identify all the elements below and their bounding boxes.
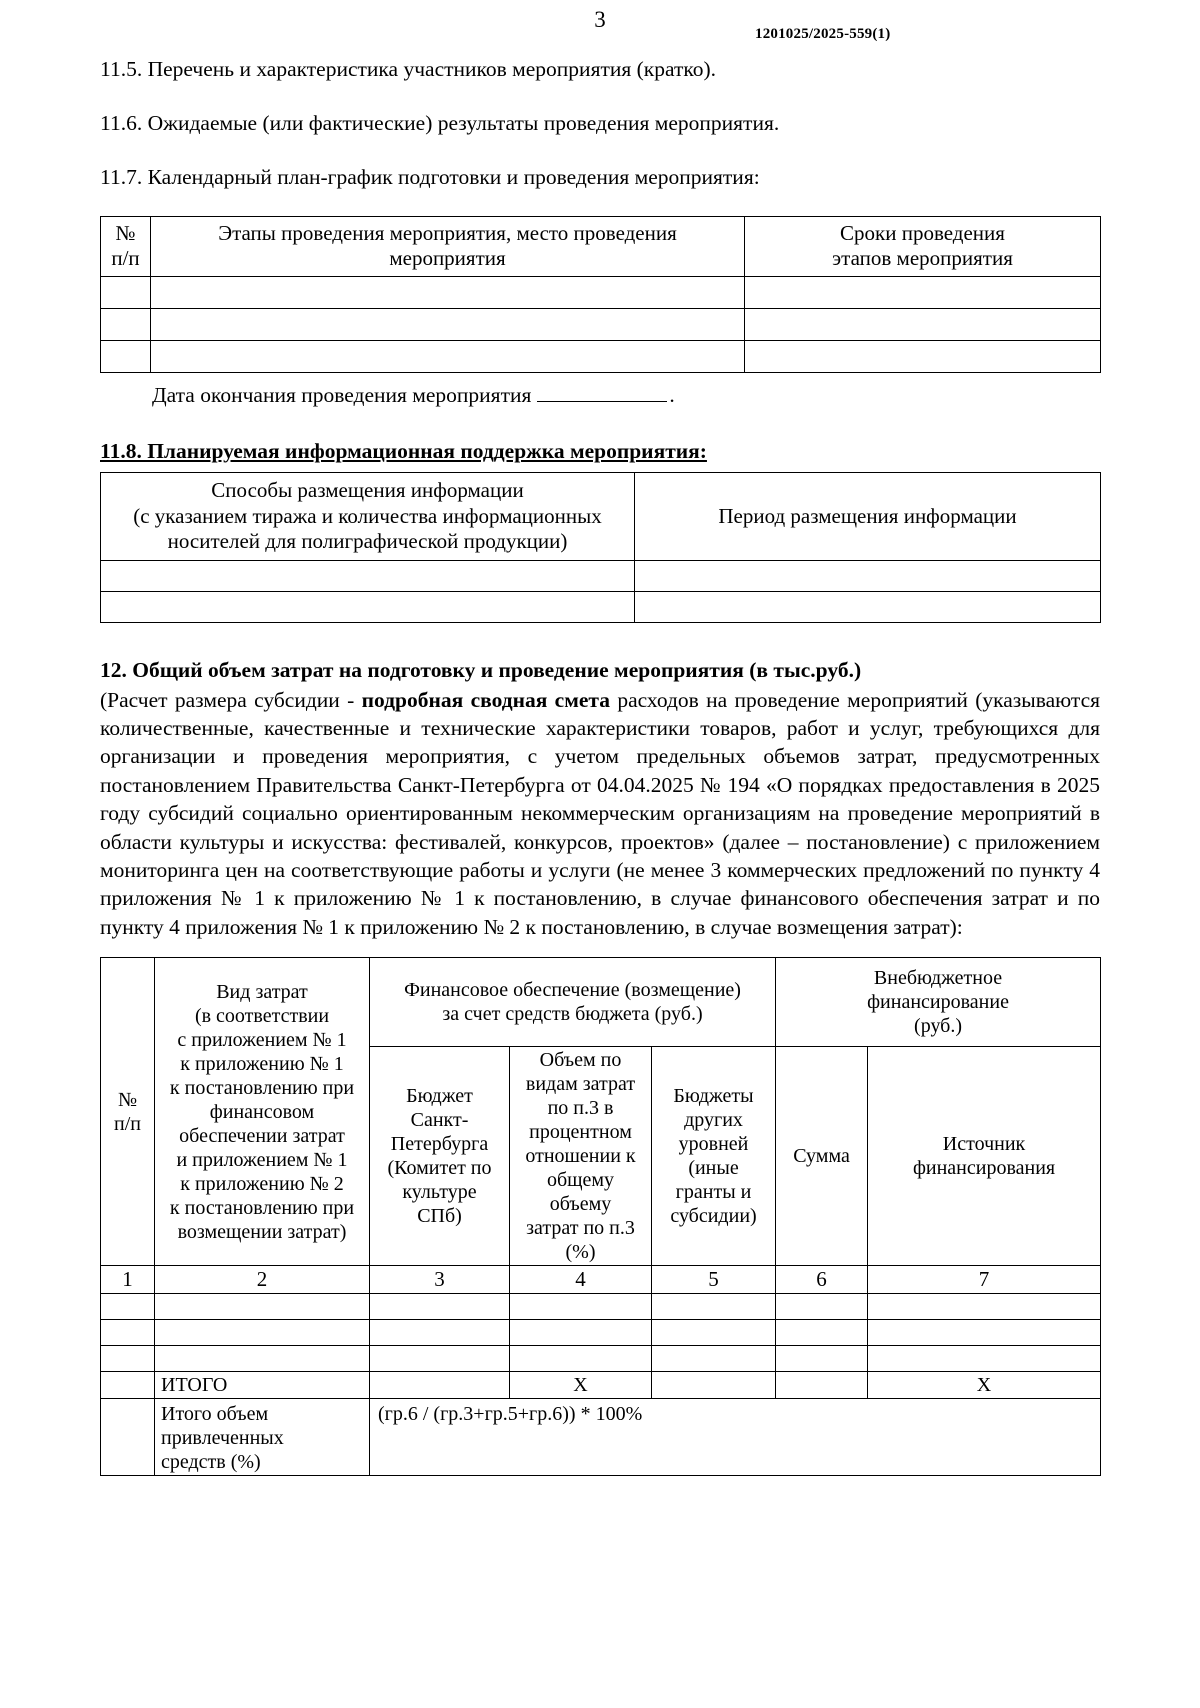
group-header-extrabudget-line1: Внебюджетное [873, 967, 1003, 990]
table-header-row [101, 216, 1101, 276]
col-header-expense-type-line: возмещении затрат) [177, 1220, 347, 1243]
cell-expense-type[interactable] [155, 1320, 370, 1346]
cell-percent-volume[interactable] [510, 1294, 652, 1320]
page-header [0, 0, 1200, 56]
cell-placement-period[interactable] [635, 591, 1101, 622]
col-header-other-budgets-line: гранты и [675, 1181, 752, 1204]
col-index-1: 1 [101, 1266, 155, 1294]
cell-stage[interactable] [151, 309, 745, 341]
col-header-expense-type-line: к приложению № 1 [180, 1052, 344, 1075]
cell-sum[interactable] [776, 1294, 868, 1320]
col-header-number [101, 958, 155, 1266]
col-header-spb-budget-line: Петербурга [390, 1133, 489, 1156]
col-header-other-budgets-line: уровней [678, 1133, 749, 1156]
cell-number [101, 1372, 155, 1399]
cell-financing-source[interactable] [868, 1294, 1101, 1320]
col-index-5: 5 [652, 1266, 776, 1294]
cell-number[interactable] [101, 1294, 155, 1320]
cell-attracted-funds-formula: (гр.6 / (гр.3+гр.5+гр.6)) * 100% [370, 1399, 1101, 1476]
group-header-extrabudget-line3: (руб.) [914, 1015, 963, 1038]
table-row[interactable] [101, 309, 1101, 341]
col-header-spb-budget-line: (Комитет по [387, 1157, 492, 1180]
col-header-expense-type-line: финансовом [209, 1100, 315, 1123]
cell-spb-budget[interactable] [370, 1294, 510, 1320]
cell-percent-volume[interactable] [510, 1346, 652, 1372]
cell-expense-type[interactable] [155, 1346, 370, 1372]
cell-term[interactable] [745, 341, 1101, 373]
col-header-percent-volume-line: затрат по п.3 [526, 1217, 635, 1240]
document-body [0, 56, 1200, 1476]
section-11-8: 11.8. Планируемая информационная поддержка мероприятия: [100, 439, 707, 464]
cell-stage[interactable] [151, 341, 745, 373]
table-row[interactable] [101, 1294, 1101, 1320]
col-header-terms [745, 216, 1101, 276]
col-header-spb-budget-line: СПб) [417, 1205, 462, 1228]
cell-number[interactable] [101, 1346, 155, 1372]
col-header-other-budgets-line: других [684, 1109, 743, 1132]
cell-total-percent-x: X [510, 1372, 652, 1399]
col-header-sum: Сумма [776, 1047, 868, 1266]
table-numbering-row [101, 1266, 1101, 1294]
col-header-placement-line1: Способы размещения информации [211, 477, 524, 502]
end-date-line [152, 383, 1100, 408]
cell-number[interactable] [101, 309, 151, 341]
col-header-number [101, 216, 151, 276]
col-index-6: 6 [776, 1266, 868, 1294]
cell-attracted-funds-line: средств (%) [161, 1451, 261, 1474]
col-header-spb-budget-line: Санкт- [410, 1109, 469, 1132]
table-header-row [101, 472, 1101, 560]
group-header-extrabudget-financing [776, 958, 1101, 1047]
col-header-spb-budget [370, 1047, 510, 1266]
paragraph-12-part-b: расходов на проведение мероприятий (указываются количественные, качественные и технические характеристики товаров, работ и услуг, требующихся для организации и проведения мероприятия, с учетом предельных объемов затрат, предусмотренных постановлением Правительства Санкт-Петербурга от 04.04.2025 № 194 «О порядках предоставления в 2025 году субсидий социально ориентированным некоммерческим организациям на проведение мероприятий в области культуры и искусства: фестивалей, конкурсов, проектов» (далее – постановление) с приложением мониторинга цен на соответствующие работы и услуги (не менее 3 коммерческих предложений по пункту 4 приложения № 1 к приложению № 1 к постановлению, в случае финансового обеспечения затрат и по пункту 4 приложения № 1 к приложению № 2 к постановлению, в случае возмещения затрат): [100, 687, 1100, 939]
cell-spb-budget[interactable] [370, 1346, 510, 1372]
col-header-placement-methods [101, 472, 635, 560]
cell-total-other-budgets[interactable] [652, 1372, 776, 1399]
col-header-expense-type-line: к постановлению при [169, 1196, 355, 1219]
col-header-expense-type-line: Вид затрат [216, 980, 308, 1003]
col-header-number-line1: № [117, 1088, 138, 1111]
cell-spb-budget[interactable] [370, 1320, 510, 1346]
col-header-stages-line2: мероприятия [389, 246, 506, 271]
col-header-expense-type-line: и приложением № 1 [176, 1148, 348, 1171]
cell-total-spb-budget[interactable] [370, 1372, 510, 1399]
section-11-6: 11.6. Ожидаемые (или фактические) результаты проведения мероприятия. [100, 110, 780, 135]
cell-stage[interactable] [151, 277, 745, 309]
col-header-percent-volume-line: по п.3 в [547, 1097, 614, 1120]
table-row[interactable] [101, 277, 1101, 309]
col-header-percent-volume-line: процентном [529, 1121, 632, 1144]
end-date-label: Дата окончания проведения мероприятия [152, 383, 532, 408]
col-header-financing-source-line: финансирования [912, 1157, 1056, 1180]
paragraph-12-bold-phrase: подробная сводная смета [361, 687, 610, 712]
col-header-percent-volume [510, 1047, 652, 1266]
group-header-budget-financing [370, 958, 776, 1047]
cell-sum[interactable] [776, 1346, 868, 1372]
group-header-budget-line2: за счет средств бюджета (руб.) [442, 1003, 703, 1026]
cell-attracted-funds-line: Итого объем [161, 1403, 269, 1426]
col-header-percent-volume-line: отношении к [525, 1145, 636, 1168]
cell-placement-method[interactable] [101, 591, 635, 622]
cell-total-label: ИТОГО [155, 1372, 370, 1399]
col-header-financing-source [868, 1047, 1101, 1266]
col-header-expense-type-line: к приложению № 2 [180, 1172, 344, 1195]
section-12-paragraph [100, 686, 1100, 941]
cost-breakdown-table [100, 957, 1101, 1476]
col-header-placement-period: Период размещения информации [635, 472, 1101, 560]
table-row[interactable] [101, 560, 1101, 591]
col-header-other-budgets-line: Бюджеты [673, 1085, 754, 1108]
col-header-number-line1: № [115, 220, 136, 245]
cell-number [101, 1399, 155, 1476]
cell-other-budgets[interactable] [652, 1320, 776, 1346]
section-11-7: 11.7. Календарный план-график подготовки и проведения мероприятия: [100, 164, 760, 189]
col-header-stages [151, 216, 745, 276]
col-header-expense-type-line: обеспечении затрат [179, 1124, 345, 1147]
cell-total-source-x: X [868, 1372, 1101, 1399]
col-header-stages-line1: Этапы проведения мероприятия, место проведения [218, 220, 677, 245]
cell-term[interactable] [745, 309, 1101, 341]
col-header-percent-volume-line: (%) [565, 1241, 596, 1264]
col-index-2: 2 [155, 1266, 370, 1294]
cell-expense-type[interactable] [155, 1294, 370, 1320]
section-12-title: 12. Общий объем затрат на подготовку и проведение мероприятия (в тыс.руб.) [100, 657, 862, 682]
cell-total-sum[interactable] [776, 1372, 868, 1399]
col-index-3: 3 [370, 1266, 510, 1294]
group-header-budget-line1: Финансовое обеспечение (возмещение) [404, 979, 741, 1002]
cell-percent-volume[interactable] [510, 1320, 652, 1346]
cell-placement-period[interactable] [635, 560, 1101, 591]
col-header-percent-volume-line: Объем по [539, 1049, 622, 1072]
table-row[interactable] [101, 1320, 1101, 1346]
col-index-4: 4 [510, 1266, 652, 1294]
col-header-financing-source-line: Источник [942, 1133, 1026, 1156]
end-date-period: . [669, 383, 675, 408]
col-header-expense-type-line: с приложением № 1 [177, 1028, 347, 1051]
col-header-expense-type-line: к постановлению при [169, 1076, 355, 1099]
cell-financing-source[interactable] [868, 1320, 1101, 1346]
col-header-spb-budget-line: культуре [402, 1181, 477, 1204]
document-id: 1201025/2025-559(1) [755, 26, 891, 42]
cell-number[interactable] [101, 1320, 155, 1346]
cell-other-budgets[interactable] [652, 1294, 776, 1320]
col-header-spb-budget-line: Бюджет [406, 1085, 473, 1108]
cell-number[interactable] [101, 277, 151, 309]
col-header-terms-line2: этапов мероприятия [832, 246, 1013, 271]
col-header-percent-volume-line: видам затрат [525, 1073, 636, 1096]
cell-placement-method[interactable] [101, 560, 635, 591]
cell-term[interactable] [745, 277, 1101, 309]
cell-attracted-funds-label [155, 1399, 370, 1476]
col-header-expense-type-line: (в соответствии [194, 1004, 330, 1027]
col-header-placement-line2: (с указанием тиража и количества информационных [133, 503, 602, 528]
col-header-expense-type [155, 958, 370, 1266]
col-header-other-budgets-line: (иные [688, 1157, 739, 1180]
calendar-plan-table [100, 216, 1101, 373]
col-header-placement-line3: носителей для полиграфической продукции) [167, 529, 568, 554]
col-header-other-budgets-line: субсидии) [670, 1205, 757, 1228]
table-total-row [101, 1372, 1101, 1399]
col-header-number-line2: п/п [114, 1112, 141, 1135]
col-index-7: 7 [868, 1266, 1101, 1294]
cell-other-budgets[interactable] [652, 1346, 776, 1372]
col-header-terms-line1: Сроки проведения [840, 220, 1005, 245]
table-percent-row [101, 1399, 1101, 1476]
cell-attracted-funds-line: привлеченных [161, 1427, 284, 1450]
section-11-5: 11.5. Перечень и характеристика участников мероприятия (кратко). [100, 57, 716, 81]
page-number: 3 [594, 7, 606, 32]
group-header-extrabudget-line2: финансирование [867, 991, 1009, 1014]
col-header-percent-volume-line: общему [546, 1169, 615, 1192]
cell-sum[interactable] [776, 1320, 868, 1346]
col-header-number-line2: п/п [111, 246, 140, 271]
table-row[interactable] [101, 1346, 1101, 1372]
cell-number[interactable] [101, 341, 151, 373]
table-row[interactable] [101, 341, 1101, 373]
col-header-other-budgets [652, 1047, 776, 1266]
table-row[interactable] [101, 591, 1101, 622]
cell-financing-source[interactable] [868, 1346, 1101, 1372]
paragraph-12-part-a: (Расчет размера субсидии - [100, 687, 362, 712]
information-support-table [100, 472, 1101, 623]
col-header-percent-volume-line: объему [549, 1193, 612, 1216]
table-header-row-group [101, 958, 1101, 1047]
end-date-input[interactable] [537, 385, 667, 402]
